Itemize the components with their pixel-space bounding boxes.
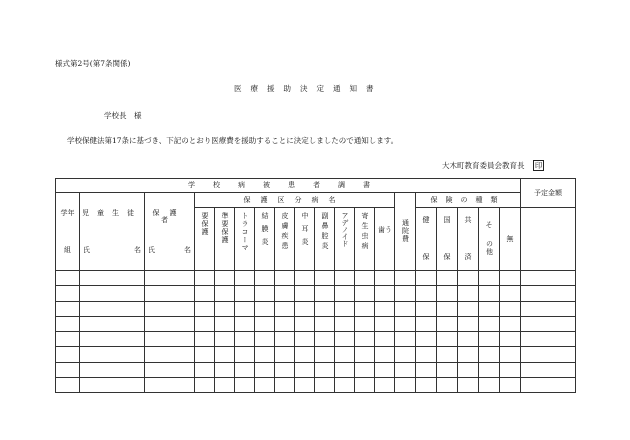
table-cell[interactable] <box>479 332 500 347</box>
disease-col-6: 副鼻腔炎 <box>315 208 335 271</box>
table-cell[interactable] <box>500 271 521 286</box>
table-cell[interactable] <box>195 332 215 347</box>
disease-col-7: アデノイド <box>335 208 355 271</box>
table-cell[interactable] <box>437 378 458 393</box>
table-cell[interactable] <box>375 362 395 377</box>
table-cell[interactable] <box>255 301 275 316</box>
table-cell[interactable] <box>437 332 458 347</box>
table-cell[interactable] <box>56 286 80 301</box>
header-guardian <box>145 193 195 271</box>
table-cell[interactable] <box>295 301 315 316</box>
table-cell[interactable] <box>458 347 479 362</box>
table-cell[interactable] <box>521 286 576 301</box>
table-row <box>56 347 576 362</box>
disease-col-2: トラコーマ <box>235 208 255 271</box>
table-cell[interactable] <box>145 301 195 316</box>
table-cell[interactable] <box>195 347 215 362</box>
table-cell[interactable] <box>275 378 295 393</box>
table-cell[interactable] <box>145 378 195 393</box>
table-cell[interactable] <box>479 271 500 286</box>
table-cell[interactable] <box>315 286 335 301</box>
patient-table <box>55 178 576 393</box>
disease-col-8: 寄生虫病 <box>355 208 375 271</box>
insurance-col-0: 健 保 <box>416 208 437 271</box>
table-cell[interactable] <box>416 332 437 347</box>
table-cell[interactable] <box>500 378 521 393</box>
table-row <box>56 362 576 377</box>
table-cell[interactable] <box>80 316 145 331</box>
table-cell[interactable] <box>335 271 355 286</box>
table-cell[interactable] <box>395 378 416 393</box>
table-cell[interactable] <box>437 362 458 377</box>
table-cell[interactable] <box>500 347 521 362</box>
table-cell[interactable] <box>295 347 315 362</box>
table-cell[interactable] <box>416 271 437 286</box>
header-medical: 通院費 <box>395 193 416 271</box>
table-row <box>56 332 576 347</box>
table-cell[interactable] <box>521 347 576 362</box>
table-cell[interactable] <box>56 316 80 331</box>
table-cell[interactable] <box>375 378 395 393</box>
table-cell[interactable] <box>295 332 315 347</box>
table-cell[interactable] <box>195 271 215 286</box>
table-cell[interactable] <box>416 286 437 301</box>
issuer-name: 大木町教育委員会教育長 <box>442 161 525 170</box>
table-cell[interactable] <box>275 286 295 301</box>
table-cell[interactable] <box>215 332 235 347</box>
insurance-col-4: 無 <box>500 208 521 271</box>
table-cell[interactable] <box>437 301 458 316</box>
table-row <box>56 271 576 286</box>
table-cell[interactable] <box>255 347 275 362</box>
table-cell[interactable] <box>335 301 355 316</box>
table-cell[interactable] <box>275 316 295 331</box>
table-cell[interactable] <box>416 378 437 393</box>
table-cell[interactable] <box>255 378 275 393</box>
table-cell[interactable] <box>458 332 479 347</box>
table-cell[interactable] <box>335 316 355 331</box>
table-cell[interactable] <box>335 362 355 377</box>
guardian-right: 名 <box>184 245 191 254</box>
table-cell[interactable] <box>479 316 500 331</box>
table-cell[interactable] <box>458 271 479 286</box>
table-cell[interactable] <box>255 316 275 331</box>
addressee: 学校長 様 <box>104 111 142 120</box>
table-cell[interactable] <box>416 347 437 362</box>
table-cell[interactable] <box>395 301 416 316</box>
table-cell[interactable] <box>80 378 145 393</box>
table-cell[interactable] <box>195 286 215 301</box>
table-cell[interactable] <box>80 347 145 362</box>
table-cell[interactable] <box>235 378 255 393</box>
table-cell[interactable] <box>255 271 275 286</box>
table-cell[interactable] <box>275 271 295 286</box>
insurance-col-3: そ の他 <box>479 208 500 271</box>
table-cell[interactable] <box>315 332 335 347</box>
table-cell[interactable] <box>56 362 80 377</box>
table-row <box>56 316 576 331</box>
grade-bottom: 組 <box>64 245 71 254</box>
table-cell[interactable] <box>479 347 500 362</box>
table-cell[interactable] <box>235 347 255 362</box>
table-cell[interactable] <box>458 316 479 331</box>
table-cell[interactable] <box>416 301 437 316</box>
table-cell[interactable] <box>145 362 195 377</box>
table-cell[interactable] <box>500 286 521 301</box>
document-title: 医療援助決定通知書 <box>234 84 383 93</box>
table-cell[interactable] <box>56 332 80 347</box>
table-cell[interactable] <box>375 332 395 347</box>
table-cell[interactable] <box>437 316 458 331</box>
table-row <box>56 301 576 316</box>
table-cell[interactable] <box>235 362 255 377</box>
table-cell[interactable] <box>521 271 576 286</box>
table-cell[interactable] <box>195 362 215 377</box>
table-cell[interactable] <box>255 332 275 347</box>
table-cell[interactable] <box>458 378 479 393</box>
table-cell[interactable] <box>295 316 315 331</box>
table-cell[interactable] <box>235 286 255 301</box>
table-cell[interactable] <box>458 362 479 377</box>
table-cell[interactable] <box>56 301 80 316</box>
table-cell[interactable] <box>375 347 395 362</box>
table-cell[interactable] <box>56 347 80 362</box>
table-cell[interactable] <box>215 301 235 316</box>
table-cell[interactable] <box>215 271 235 286</box>
header-disease-group: 保護区分病名 <box>195 193 395 208</box>
table-cell[interactable] <box>275 301 295 316</box>
table-cell[interactable] <box>479 378 500 393</box>
table-cell[interactable] <box>355 347 375 362</box>
table-cell[interactable] <box>395 271 416 286</box>
table-cell[interactable] <box>375 286 395 301</box>
table-cell[interactable] <box>145 347 195 362</box>
table-cell[interactable] <box>255 286 275 301</box>
table-cell[interactable] <box>395 332 416 347</box>
disease-col-1: 準要保護 <box>215 208 235 271</box>
table-cell[interactable] <box>295 362 315 377</box>
table-cell[interactable] <box>355 378 375 393</box>
table-cell[interactable] <box>355 316 375 331</box>
table-cell[interactable] <box>56 378 80 393</box>
table-cell[interactable] <box>80 286 145 301</box>
table-cell[interactable] <box>335 332 355 347</box>
header-main: 学校病被患者調書 <box>56 179 521 193</box>
table-cell[interactable] <box>458 301 479 316</box>
table-cell[interactable] <box>215 347 235 362</box>
table-cell[interactable] <box>56 271 80 286</box>
table-cell[interactable] <box>315 362 335 377</box>
table-cell[interactable] <box>80 271 145 286</box>
table-cell[interactable] <box>235 271 255 286</box>
table-cell[interactable] <box>395 286 416 301</box>
table-cell[interactable] <box>479 286 500 301</box>
table-cell[interactable] <box>521 378 576 393</box>
table-cell[interactable] <box>145 286 195 301</box>
table-cell[interactable] <box>215 316 235 331</box>
table-cell[interactable] <box>521 332 576 347</box>
table-cell[interactable] <box>295 271 315 286</box>
table-cell[interactable] <box>235 301 255 316</box>
amount-subheader <box>521 208 576 271</box>
table-cell[interactable] <box>80 301 145 316</box>
guardian-left: 氏 <box>148 245 155 254</box>
table-cell[interactable] <box>479 362 500 377</box>
table-cell[interactable] <box>295 286 315 301</box>
table-cell[interactable] <box>145 316 195 331</box>
student-top: 児童生徒 <box>82 208 142 217</box>
table-cell[interactable] <box>458 286 479 301</box>
table-cell[interactable] <box>375 301 395 316</box>
table-cell[interactable] <box>437 271 458 286</box>
header-student <box>80 193 145 271</box>
table-cell[interactable] <box>215 378 235 393</box>
table-cell[interactable] <box>416 316 437 331</box>
table-cell[interactable] <box>500 362 521 377</box>
disease-col-0: 要保護 <box>195 208 215 271</box>
table-cell[interactable] <box>500 301 521 316</box>
table-cell[interactable] <box>500 316 521 331</box>
table-row <box>56 286 576 301</box>
table-cell[interactable] <box>355 286 375 301</box>
table-cell[interactable] <box>315 378 335 393</box>
table-cell[interactable] <box>479 301 500 316</box>
disease-col-5: 中耳炎 <box>295 208 315 271</box>
table-cell[interactable] <box>355 271 375 286</box>
table-cell[interactable] <box>315 301 335 316</box>
table-cell[interactable] <box>395 316 416 331</box>
table-cell[interactable] <box>355 301 375 316</box>
disease-col-3: 結膜炎 <box>255 208 275 271</box>
table-cell[interactable] <box>315 271 335 286</box>
table-cell[interactable] <box>437 347 458 362</box>
table-cell[interactable] <box>145 332 195 347</box>
data-rows <box>56 271 576 393</box>
table-cell[interactable] <box>395 362 416 377</box>
table-cell[interactable] <box>335 378 355 393</box>
table-cell[interactable] <box>255 362 275 377</box>
student-left: 氏 <box>83 245 90 254</box>
insurance-col-2: 共 済 <box>458 208 479 271</box>
seal-mark: 印 <box>534 161 543 170</box>
header-grade <box>56 193 80 271</box>
table-cell[interactable] <box>315 347 335 362</box>
issuer-block <box>442 162 544 170</box>
table-cell[interactable] <box>295 378 315 393</box>
form-number: 様式第2号(第7条関係) <box>55 59 131 68</box>
header-amount: 予定金額 <box>521 179 576 208</box>
student-right: 名 <box>134 245 141 254</box>
table-cell[interactable] <box>521 301 576 316</box>
table-cell[interactable] <box>521 362 576 377</box>
table-cell[interactable] <box>355 332 375 347</box>
table-cell[interactable] <box>235 316 255 331</box>
disease-col-4: 皮膚疾患 <box>275 208 295 271</box>
table-cell[interactable] <box>521 316 576 331</box>
table-cell[interactable] <box>437 286 458 301</box>
table-cell[interactable] <box>215 362 235 377</box>
body-text: 学校保健法第17条に基づき、下記のとおり医療費を援助することに決定しましたので通知します。 <box>67 136 399 145</box>
table-cell[interactable] <box>145 271 195 286</box>
insurance-col-1: 国 保 <box>437 208 458 271</box>
table-row <box>56 378 576 393</box>
table-cell[interactable] <box>195 316 215 331</box>
table-cell[interactable] <box>275 347 295 362</box>
table-cell[interactable] <box>355 362 375 377</box>
table-cell[interactable] <box>80 332 145 347</box>
table-cell[interactable] <box>80 362 145 377</box>
grade-top: 学年 <box>60 208 75 217</box>
table-cell[interactable] <box>195 301 215 316</box>
disease-col-9: う歯 <box>375 208 395 271</box>
table-cell[interactable] <box>375 316 395 331</box>
header-insurance-group: 保険の種類 <box>416 193 521 208</box>
guardian-top: 保護者 <box>152 208 187 224</box>
table-cell[interactable] <box>275 332 295 347</box>
table-cell[interactable] <box>500 332 521 347</box>
table-cell[interactable] <box>335 347 355 362</box>
table-cell[interactable] <box>275 362 295 377</box>
table-cell[interactable] <box>395 347 416 362</box>
table-cell[interactable] <box>375 271 395 286</box>
table-cell[interactable] <box>195 378 215 393</box>
table-cell[interactable] <box>335 286 355 301</box>
table-cell[interactable] <box>416 362 437 377</box>
table-cell[interactable] <box>235 332 255 347</box>
table-cell[interactable] <box>315 316 335 331</box>
table-cell[interactable] <box>215 286 235 301</box>
